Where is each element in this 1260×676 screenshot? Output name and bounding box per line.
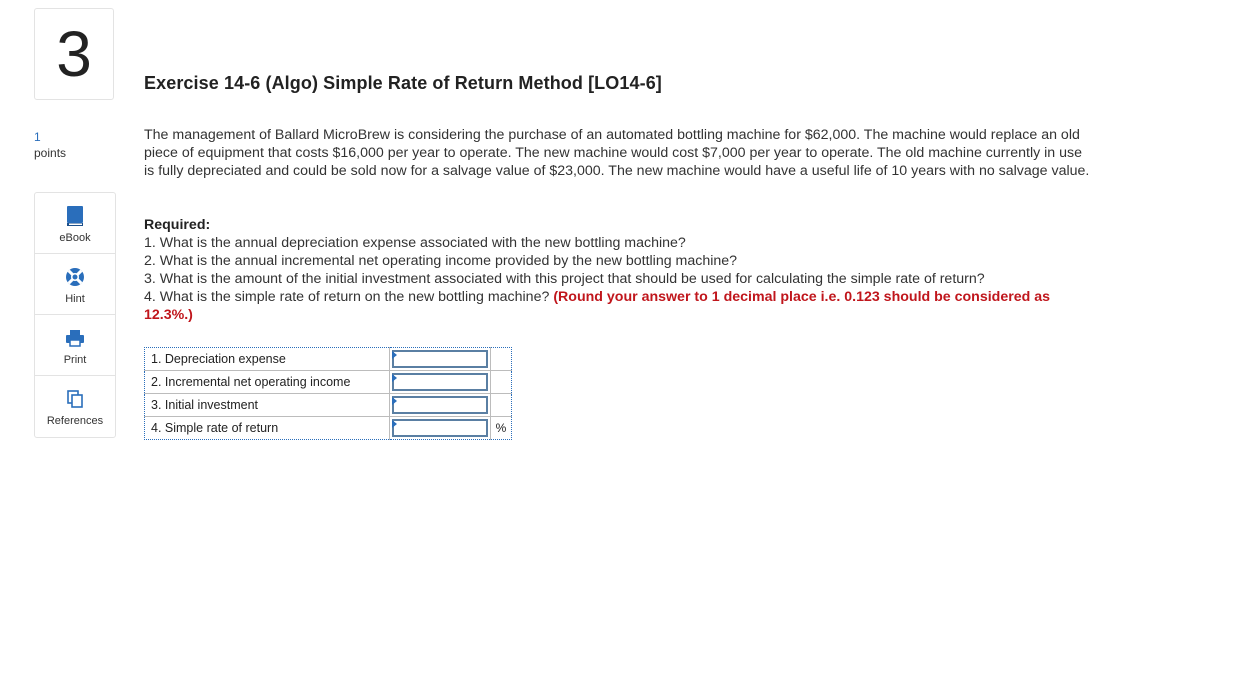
input-cell xyxy=(390,394,491,417)
book-icon xyxy=(64,205,86,227)
points-indicator xyxy=(34,129,66,161)
input-cell xyxy=(390,348,491,371)
references-label: References xyxy=(46,415,104,427)
rounding-note: (Round your answer to 1 decimal place i.e. 0.123 should be considered as 12.3%.) xyxy=(144,289,1051,323)
depreciation-expense-input[interactable] xyxy=(392,350,488,368)
lifebuoy-icon xyxy=(64,266,86,288)
printer-icon xyxy=(64,327,86,349)
references-button[interactable] xyxy=(35,376,115,437)
points-value: 1 xyxy=(34,130,41,144)
ebook-button[interactable] xyxy=(35,193,115,254)
required-item-3: 3. What is the amount of the initial investment associated with this project that should be used for calculating the simple rate of return? xyxy=(144,271,985,287)
row-label: 3. Initial investment xyxy=(145,394,390,417)
required-item-4-text: 4. What is the simple rate of return on the new bottling machine? xyxy=(144,289,550,305)
hint-button[interactable] xyxy=(35,254,115,315)
required-section xyxy=(144,216,1094,324)
input-cell xyxy=(390,371,491,394)
question-number: 3 xyxy=(34,8,114,100)
points-label: points xyxy=(34,146,67,160)
problem-description: The management of Ballard MicroBrew is considering the purchase of an automated bottling machine for $62,000. The machine would replace an old piece of equipment that costs $16,000 per year to operate. The new machine would cost $7,000 per year to operate. The old machine currently in use is fully depreciated and could be sold now for a salvage value of $23,000. The new machine would have a useful life of 10 years with no salvage value. xyxy=(144,127,1090,179)
unit-cell xyxy=(491,371,512,394)
table-row xyxy=(145,417,512,440)
copy-icon xyxy=(64,388,86,410)
row-label: 4. Simple rate of return xyxy=(145,417,390,440)
initial-investment-input[interactable] xyxy=(392,396,488,414)
input-marker-icon xyxy=(392,351,397,359)
print-button[interactable] xyxy=(35,315,115,376)
input-marker-icon xyxy=(392,397,397,405)
exercise-title: Exercise 14-6 (Algo) Simple Rate of Return Method [LO14-6] xyxy=(144,73,662,93)
input-cell xyxy=(390,417,491,440)
answer-table xyxy=(144,347,512,440)
required-heading: Required: xyxy=(144,217,211,233)
table-row xyxy=(145,371,512,394)
hint-label: Hint xyxy=(65,293,85,305)
table-row xyxy=(145,394,512,417)
question-toolbar xyxy=(34,192,116,438)
unit-cell xyxy=(491,394,512,417)
incremental-noi-input[interactable] xyxy=(392,373,488,391)
row-label: 2. Incremental net operating income xyxy=(145,371,390,394)
table-row xyxy=(145,348,512,371)
percent-unit: % xyxy=(491,417,512,440)
ebook-label: eBook xyxy=(59,232,91,244)
unit-cell xyxy=(491,348,512,371)
required-item-1: 1. What is the annual depreciation expense associated with the new bottling machine? xyxy=(144,235,686,251)
row-label: 1. Depreciation expense xyxy=(145,348,390,371)
input-marker-icon xyxy=(392,420,397,428)
input-marker-icon xyxy=(392,374,397,382)
print-label: Print xyxy=(63,354,87,366)
required-item-4 xyxy=(144,288,1094,324)
required-item-2: 2. What is the annual incremental net operating income provided by the new bottling machine? xyxy=(144,253,738,269)
simple-rate-of-return-input[interactable] xyxy=(392,419,488,437)
